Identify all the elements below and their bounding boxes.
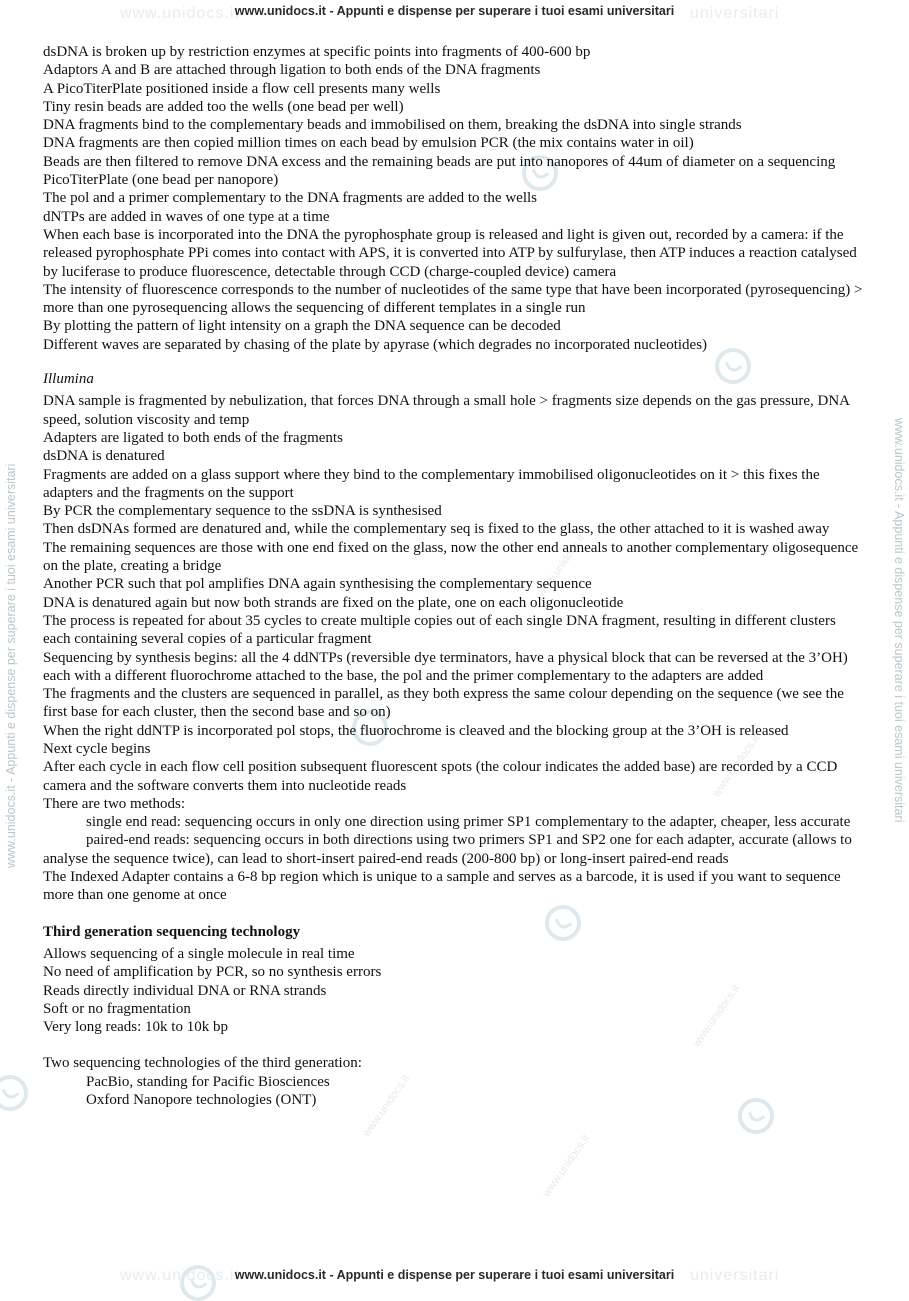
text-line: A PicoTiterPlate positioned inside a flow cell presents many wells (43, 80, 441, 97)
text-line: The intensity of fluorescence corresponds to the number of nucleotides of the same type that have been incorporated (pyrosequencing) > more than one pyrosequencing allows the sequencing of different templates in a single run (43, 281, 863, 317)
text-line: Next cycle begins (43, 740, 151, 757)
watermark-diagonal: www.unidocs.it (535, 532, 588, 600)
text-line: Two sequencing technologies of the third generation: (43, 1055, 362, 1072)
text-line: Then dsDNAs formed are denatured and, while the complementary seq is fixed to the glass, the other attached to it is washed away (43, 521, 830, 538)
text-line: No need of amplification by PCR, so no synthesis errors (43, 964, 382, 981)
text-line: Reads directly individual DNA or RNA strands (43, 982, 327, 999)
third-gen-heading: Third generation sequencing technology (43, 923, 301, 940)
text-line: When each base is incorporated into the DNA the pyrophosphate group is released and light is given out, recorded by a camera: if the released pyrophosphate PPi comes into contact with APS, it is converted into ATP by sulfurylase, then ATP induces a reaction catalysed by luciferase to produce fluorescence, detectable through CCD (charge-coupled device) camera (43, 226, 857, 280)
watermark-ghost-bottom: www.unidocs.it (120, 1267, 240, 1284)
watermark-side-left: www.unidocs.it - Appunti e dispense per superare i tuoi esami universitari (4, 463, 18, 868)
section-illumina (43, 392, 865, 904)
page-header[interactable]: www.unidocs.it - Appunti e dispense per superare i tuoi esami universitari (234, 4, 675, 18)
text-line: After each cycle in each flow cell position subsequent fluorescent spots (the colour indicates the added base) are recorded by a CCD camera and the software converts them into nucleotide reads (43, 759, 838, 794)
text-line: Allows sequencing of a single molecule in real time (43, 945, 355, 962)
text-line: Sequencing by synthesis begins: all the 4 ddNTPs (reversible dye terminators, have a physical block that can be reversed at the 3’OH) each with a different fluorochrome attached to the base, the pol and the primer complementary to the adapters are added (43, 649, 848, 684)
text-line: Fragments are added on a glass support where they bind to the complementary immobilised oligonucleotides on it > this fixes the adapters and the fragments on the support (43, 466, 820, 501)
watermark-diagonal: www.unidocs.it (690, 982, 743, 1050)
section-454-steps (43, 43, 865, 354)
text-line: There are two methods: (43, 795, 186, 812)
text-line: DNA sample is fragmented by nebulization, that forces DNA through a small hole > fragments size depends on the gas pressure, DNA speed, solution viscosity and temp (43, 393, 850, 428)
text-line: The remaining sequences are those with one end fixed on the glass, now the other end anneals to another complementary oligosequence on the plate, creating a bridge (43, 539, 859, 575)
tech-item: PacBio, standing for Pacific Biosciences (86, 1073, 330, 1090)
text-line: DNA fragments are then copied million times on each bead by emulsion PCR (the mix contains water in oil) (43, 135, 694, 152)
text-line: DNA fragments bind to the complementary beads and immobilised on them, breaking the dsDNA into single strands (43, 117, 742, 134)
watermark-side-right: www.unidocs.it - Appunti e dispense per superare i tuoi esami universitari (892, 418, 906, 823)
text-line: By PCR the complementary sequence to the ssDNA is synthesised (43, 503, 442, 520)
text-line: Soft or no fragmentation (43, 1000, 191, 1017)
text-line: By plotting the pattern of light intensity on a graph the DNA sequence can be decoded (43, 318, 561, 335)
section-third-gen (43, 945, 865, 1109)
watermark-logo-icon (0, 1075, 28, 1111)
watermark-ghost-top-right: universitari (690, 5, 780, 22)
text-line: Very long reads: 10k to 10k bp (43, 1019, 228, 1036)
text-line: dsDNA is broken up by restriction enzymes at specific points into fragments of 400-600 bp (43, 44, 591, 60)
text-line: dNTPs are added in waves of one type at a time (43, 208, 330, 225)
page-footer[interactable]: www.unidocs.it - Appunti e dispense per superare i tuoi esami universitari (234, 1268, 675, 1282)
text-line: Adapters are ligated to both ends of the fragments (43, 429, 343, 446)
watermark-ghost-top: www.unidocs.it (120, 5, 240, 22)
document-body (43, 43, 865, 1109)
text-line: dsDNA is denatured (43, 448, 165, 465)
watermark-diagonal: www.unidocs.it (710, 732, 763, 800)
illumina-heading: Illumina (43, 371, 94, 388)
text-line: Adaptors A and B are attached through ligation to both ends of the DNA fragments (43, 62, 541, 79)
method-item: paired-end reads: sequencing occurs in both directions using two primers SP1 and SP2 one for each adapter, accurate (allows to analyse the sequence twice), can lead to short-insert paired-end reads (200-800 bp) or long-insert paired-end reads (43, 832, 852, 867)
text-line: The Indexed Adapter contains a 6-8 bp region which is unique to a sample and serves as a barcode, it is used if you want to sequence more than one genome at once (43, 869, 841, 904)
watermark-diagonal: www.unidocs.it (540, 1132, 593, 1200)
text-line: The fragments and the clusters are sequenced in parallel, as they both express the same colour depending on the sequence (we see the first base for each cluster, then the second base and so on) (43, 686, 844, 721)
text-line: The pol and a primer complementary to the DNA fragments are added to the wells (43, 190, 538, 207)
watermark-diagonal: www.unidocs.it (360, 1072, 413, 1140)
text-line: Beads are then filtered to remove DNA excess and the remaining beads are put into nanopores of 44um of diameter on a sequencing PicoTiterPlate (one bead per nanopore) (43, 153, 836, 189)
text-line: Different waves are separated by chasing of the plate by apyrase (which degrades no incorporated nucleotides) (43, 336, 708, 353)
watermark-diagonal: www.unidocs.it (495, 247, 548, 315)
text-line: DNA is denatured again but now both strands are fixed on the plate, one on each oligonucleotide (43, 594, 624, 611)
watermark-ghost-bottom-right: universitari (690, 1267, 780, 1284)
method-item: single end read: sequencing occurs in only one direction using primer SP1 complementary to the adapter, cheaper, less accurate (86, 814, 851, 831)
text-line: Tiny resin beads are added too the wells (one bead per well) (43, 98, 404, 115)
text-line: The process is repeated for about 35 cycles to create multiple copies out of each single DNA fragment, resulting in different clusters each containing several copies of a particular fragment (43, 612, 836, 648)
spacer (43, 1036, 865, 1054)
text-line: When the right ddNTP is incorporated pol stops, the fluorochrome is cleaved and the blocking group at the 3’OH is released (43, 722, 789, 739)
text-line: Another PCR such that pol amplifies DNA again synthesising the complementary sequence (43, 576, 592, 593)
tech-item: Oxford Nanopore technologies (ONT) (86, 1092, 317, 1109)
